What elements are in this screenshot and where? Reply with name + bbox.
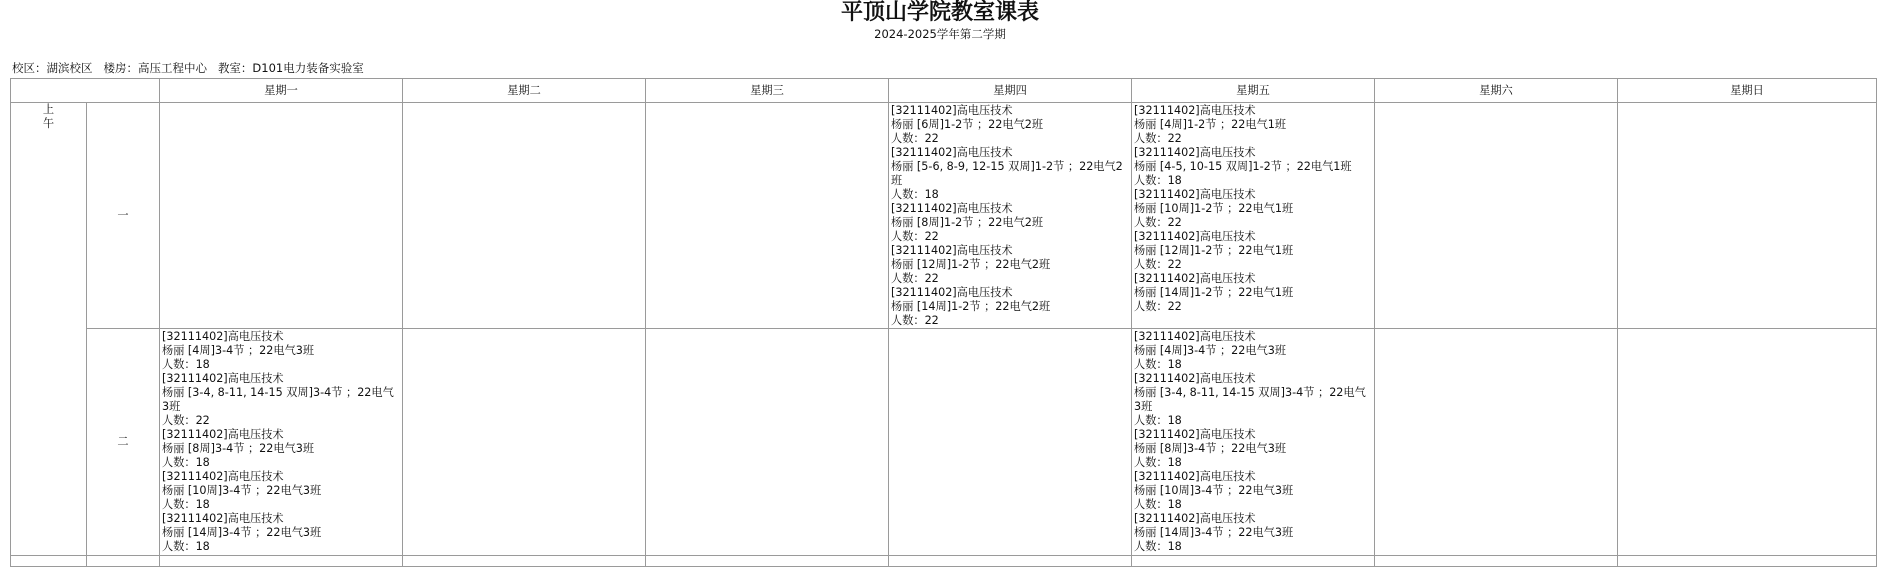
course-entry [162,330,400,372]
course-entry [891,146,1129,202]
cell-p2-tue [403,329,646,556]
student-count: 人数：22 [891,314,939,327]
student-count: 人数：18 [162,540,210,553]
day-header-thu: 星期四 [889,79,1132,103]
student-count: 人数：18 [162,358,210,371]
course-detail: 杨丽 [8周]3-4节 ；22电气3班 [162,442,315,455]
course-title: [32111402]高电压技术 [891,146,1013,159]
cell-p2-thu [889,329,1132,556]
course-entry [1134,512,1372,554]
schedule-table [10,78,1877,567]
student-count: 人数：18 [1134,358,1182,371]
cell-p1-tue [403,103,646,329]
session-label: 上午 [42,103,55,130]
student-count: 人数：22 [1134,258,1182,271]
course-title: [32111402]高电压技术 [1134,512,1256,525]
course-title: [32111402]高电压技术 [1134,372,1256,385]
course-title: [32111402]高电压技术 [891,244,1013,257]
day-header-mon: 星期一 [160,79,403,103]
course-detail: 杨丽 [5-6, 8-9, 12-15 双周]1-2节 ；22电气2班 [891,160,1123,187]
course-title: [32111402]高电压技术 [1134,188,1256,201]
course-entry [891,244,1129,286]
course-detail: 杨丽 [14周]3-4节 ；22电气3班 [1134,526,1294,539]
corner-cell [11,79,160,103]
course-entry [891,202,1129,244]
course-entry [891,286,1129,328]
course-entry [1134,230,1372,272]
course-detail: 杨丽 [8周]3-4节 ；22电气3班 [1134,442,1287,455]
course-detail: 杨丽 [6周]1-2节 ；22电气2班 [891,118,1044,131]
day-header-fri: 星期五 [1132,79,1375,103]
course-detail: 杨丽 [10周]1-2节 ；22电气1班 [1134,202,1294,215]
course-title: [32111402]高电压技术 [162,372,284,385]
cell-p2-fri [1132,329,1375,556]
course-entry [162,372,400,428]
course-entry [1134,272,1372,314]
course-detail: 杨丽 [12周]1-2节 ；22电气1班 [1134,244,1294,257]
period-row-2 [11,329,1877,556]
course-detail: 杨丽 [14周]3-4节 ；22电气3班 [162,526,322,539]
course-detail: 杨丽 [4周]3-4节 ；22电气3班 [1134,344,1287,357]
student-count: 人数：18 [1134,456,1182,469]
day-header-sat: 星期六 [1375,79,1618,103]
cell-p2-sat [1375,329,1618,556]
day-header-tue: 星期二 [403,79,646,103]
building-label: 楼房：高压工程中心 [103,61,207,75]
cell-p2-sun [1618,329,1877,556]
cell-p1-thu [889,103,1132,329]
cell-p1-wed [646,103,889,329]
course-entry [1134,104,1372,146]
period-label-2: 二 [87,329,160,556]
course-title: [32111402]高电压技术 [1134,428,1256,441]
cell-p1-mon [160,103,403,329]
course-detail: 杨丽 [14周]1-2节 ；22电气1班 [1134,286,1294,299]
cell-p1-sun [1618,103,1877,329]
student-count: 人数：18 [1134,414,1182,427]
course-entry [1134,146,1372,188]
day-header-wed: 星期三 [646,79,889,103]
course-detail: 杨丽 [4-5, 10-15 双周]1-2节 ；22电气1班 [1134,160,1352,173]
course-entry [1134,372,1372,428]
course-title: [32111402]高电压技术 [1134,470,1256,483]
cell-p1-fri [1132,103,1375,329]
course-detail: 杨丽 [12周]1-2节 ；22电气2班 [891,258,1051,271]
course-detail: 杨丽 [3-4, 8-11, 14-15 双周]3-4节 ；22电气3班 [1134,386,1366,413]
course-title: [32111402]高电压技术 [891,202,1013,215]
period-row-3-partial [11,556,1877,567]
room-label: 教室：D101电力装备实验室 [217,61,364,75]
course-detail: 杨丽 [10周]3-4节 ；22电气3班 [162,484,322,497]
term-subtitle: 2024-2025学年第二学期 [874,27,1006,41]
student-count: 人数：22 [1134,132,1182,145]
course-detail: 杨丽 [3-4, 8-11, 14-15 双周]3-4节 ；22电气3班 [162,386,394,413]
course-title: [32111402]高电压技术 [891,286,1013,299]
student-count: 人数：22 [1134,300,1182,313]
course-title: [32111402]高电压技术 [1134,272,1256,285]
course-title: [32111402]高电压技术 [162,330,284,343]
course-title: [32111402]高电压技术 [1134,330,1256,343]
student-count: 人数：22 [891,132,939,145]
course-entry [162,470,400,512]
student-count: 人数：18 [1134,174,1182,187]
day-header-sun: 星期日 [1618,79,1877,103]
course-entry [1134,428,1372,470]
cell-p2-wed [646,329,889,556]
course-title: [32111402]高电压技术 [162,428,284,441]
course-detail: 杨丽 [4周]3-4节 ；22电气3班 [162,344,315,357]
course-detail: 杨丽 [10周]3-4节 ；22电气3班 [1134,484,1294,497]
course-entry [891,104,1129,146]
course-title: [32111402]高电压技术 [1134,146,1256,159]
page-title: 平顶山学院教室课表 [840,0,1039,25]
student-count: 人数：22 [891,230,939,243]
period-label-1: 一 [87,103,160,329]
course-title: [32111402]高电压技术 [891,104,1013,117]
student-count: 人数：22 [1134,216,1182,229]
course-title: [32111402]高电压技术 [162,470,284,483]
student-count: 人数：18 [162,456,210,469]
cell-p1-sat [1375,103,1618,329]
student-count: 人数：18 [1134,540,1182,553]
cell-p2-mon [160,329,403,556]
course-entry [162,428,400,470]
room-info [12,61,364,75]
session-cell-morning [11,103,87,556]
course-entry [1134,470,1372,512]
student-count: 人数：18 [162,498,210,511]
header-row [11,79,1877,103]
period-row-1 [11,103,1877,329]
course-detail: 杨丽 [4周]1-2节 ；22电气1班 [1134,118,1287,131]
course-entry [162,512,400,554]
campus-label: 校区：湖滨校区 [12,61,93,75]
student-count: 人数：22 [891,272,939,285]
course-entry [1134,188,1372,230]
course-detail: 杨丽 [14周]1-2节 ；22电气2班 [891,300,1051,313]
course-detail: 杨丽 [8周]1-2节 ；22电气2班 [891,216,1044,229]
student-count: 人数：18 [1134,498,1182,511]
student-count: 人数：18 [891,188,939,201]
course-title: [32111402]高电压技术 [1134,104,1256,117]
course-title: [32111402]高电压技术 [1134,230,1256,243]
student-count: 人数：22 [162,414,210,427]
course-entry [1134,330,1372,372]
course-title: [32111402]高电压技术 [162,512,284,525]
